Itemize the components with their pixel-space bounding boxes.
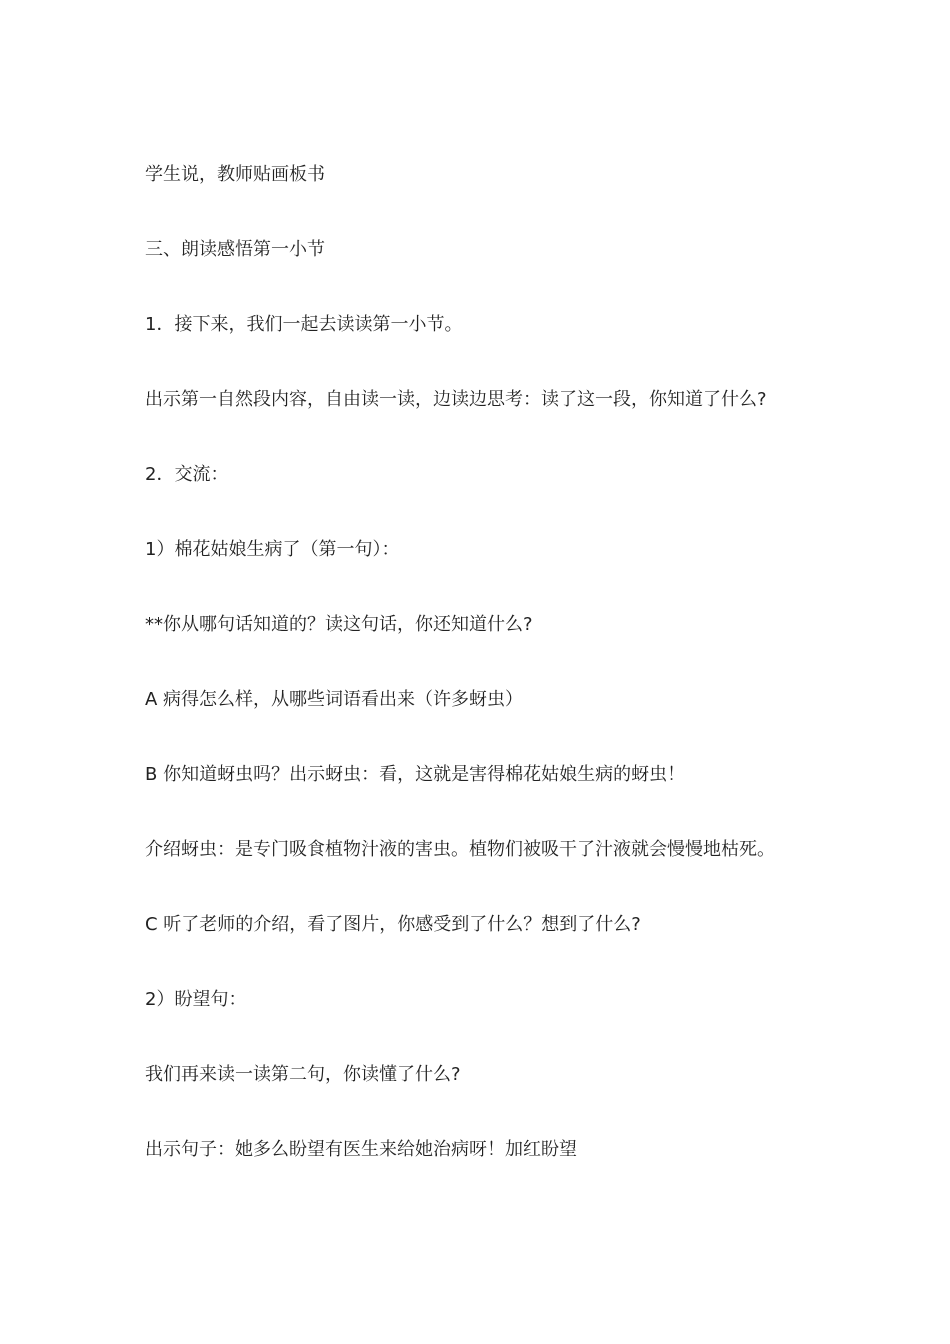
section-heading: 三、朗读感悟第一小节 bbox=[145, 239, 325, 260]
document-body bbox=[145, 161, 845, 1211]
text-line: 2）盼望句： bbox=[145, 989, 247, 1010]
text-line: C 听了老师的介绍，看了图片，你感受到了什么？想到了什么? bbox=[145, 914, 641, 935]
text-line: B 你知道蚜虫吗？出示蚜虫：看，这就是害得棉花姑娘生病的蚜虫！ bbox=[145, 764, 686, 785]
text-line: 我们再来读一读第二句，你读懂了什么? bbox=[145, 1064, 461, 1085]
text-line: 学生说，教师贴画板书 bbox=[145, 164, 325, 185]
text-line: 出示第一自然段内容，自由读一读，边读边思考：读了这一段，你知道了什么? bbox=[145, 389, 767, 410]
text-line: 介绍蚜虫：是专门吸食植物汁液的害虫。植物们被吸干了汁液就会慢慢地枯死。 bbox=[145, 839, 775, 860]
text-line: 1．接下来，我们一起去读读第一小节。 bbox=[145, 314, 463, 335]
text-line: 出示句子：她多么盼望有医生来给她治病呀！加红盼望 bbox=[145, 1139, 577, 1160]
text-line: 1）棉花姑娘生病了（第一句）： bbox=[145, 539, 400, 560]
text-line: 2．交流： bbox=[145, 464, 229, 485]
text-line: A 病得怎么样，从哪些词语看出来（许多蚜虫） bbox=[145, 689, 524, 710]
text-line: **你从哪句话知道的？读这句话，你还知道什么? bbox=[145, 614, 533, 635]
